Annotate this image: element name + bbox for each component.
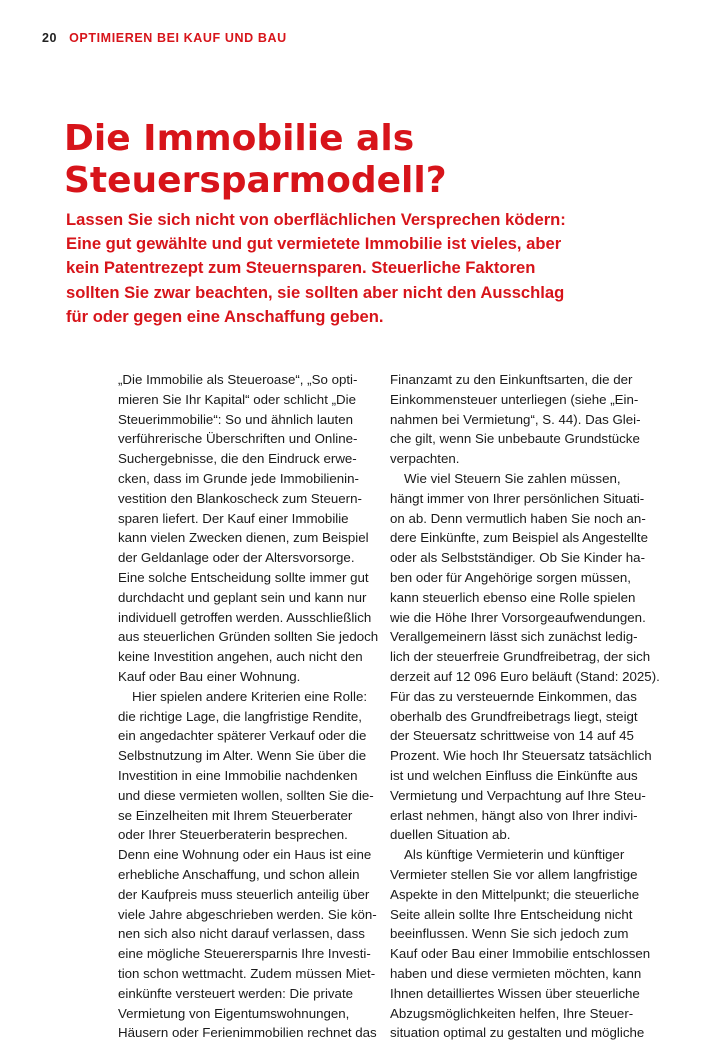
body-line: der Geldanlage oder der Altersvorsorge. <box>118 550 355 566</box>
body-line: verpachten. <box>390 451 460 467</box>
body-line: Aspekte in den Mittelpunkt; die steuerliche <box>390 886 640 902</box>
body-line: hängt immer von Ihrer persönlichen Situati- <box>390 490 645 506</box>
body-line: Denn eine Wohnung oder ein Haus ist eine <box>118 847 372 863</box>
body-line: cken, dass im Grunde jede Immobilienin- <box>118 470 359 486</box>
body-line: nahmen bei Vermietung“, S. 44). Das Glei- <box>390 411 641 427</box>
body-line: Hier spielen andere Kriterien eine Rolle: <box>132 688 368 704</box>
body-line: Einkommensteuer unterliegen (siehe „Ein- <box>390 391 639 407</box>
body-column-right <box>390 370 660 1043</box>
section-title: OPTIMIEREN BEI KAUF UND BAU <box>69 31 287 45</box>
intro-line: kein Patentrezept zum Steuernsparen. Steuerliche Faktoren <box>66 258 536 278</box>
body-line: nen sich also nicht darauf verlassen, dass <box>118 926 365 942</box>
body-line: Prozent. Wie hoch Ihr Steuersatz tatsächlich <box>390 748 652 764</box>
body-line: Kauf oder Bau einer Wohnung. <box>118 668 301 684</box>
body-line: Vermieter stellen Sie vor allem langfristige <box>390 866 638 882</box>
body-line: Abzugsmöglichkeiten helfen, Ihre Steuer- <box>390 1005 634 1021</box>
body-line: Vermietung und Verpachtung auf Ihre Steu- <box>390 787 646 803</box>
body-line: oberhalb des Grundfreibetrags liegt, steigt <box>390 708 638 724</box>
body-line: on ab. Denn vermutlich haben Sie noch an- <box>390 510 646 526</box>
body-line: eine mögliche Steuerersparnis Ihre Investi- <box>118 946 371 962</box>
body-line: Als künftige Vermieterin und künftiger <box>404 847 625 863</box>
running-head <box>42 31 287 45</box>
body-line: Für das zu versteuernde Einkommen, das <box>390 688 637 704</box>
intro-line: Eine gut gewählte und gut vermietete Immobilie ist vieles, aber <box>66 234 562 254</box>
body-line: „Die Immobilie als Steueroase“, „So opti- <box>118 372 358 387</box>
body-line: Seite allein sollte Ihre Entscheidung nicht <box>390 906 633 922</box>
body-line: oder als Selbstständiger. Ob Sie Kinder ha- <box>390 550 646 566</box>
body-line: oder Ihrer Steuerberaterin besprechen. <box>118 827 348 843</box>
body-line: Ihnen detailliertes Wissen über steuerliche <box>390 985 640 1001</box>
body-line: die richtige Lage, die langfristige Rendite, <box>118 708 362 724</box>
body-line: Steuerimmobilie“: So und ähnlich lauten <box>118 411 354 427</box>
body-line: dere Einkünfte, zum Beispiel als Angestellte <box>390 530 648 546</box>
body-line: Verallgemeinern lässt sich zunächst ledig- <box>390 629 638 645</box>
intro-line: Lassen Sie sich nicht von oberflächlichen Versprechen ködern: <box>66 210 566 229</box>
body-line: derzeit auf 12 096 Euro beläuft (Stand: 2025). <box>390 668 660 684</box>
body-line: Eine solche Entscheidung sollte immer gut <box>118 569 369 585</box>
body-line: Häusern oder Ferienimmobilien rechnet das <box>118 1025 377 1041</box>
body-line: situation optimal zu gestalten und mögliche <box>390 1025 645 1041</box>
body-line: tion schon wettmacht. Zudem müssen Miet- <box>118 965 376 981</box>
body-line: aus steuerlichen Gründen sollten Sie jedoch <box>118 629 379 645</box>
body-line: der Kaufpreis muss steuerlich anteilig über <box>118 886 370 902</box>
body-line: wie die Höhe Ihrer Vorsorgeaufwendungen. <box>390 609 646 625</box>
body-line: durchdacht und geplant sein und kann nur <box>118 589 367 605</box>
body-line: haben und diese vermieten möchten, kann <box>390 965 642 981</box>
body-line: erlast nehmen, hängt also von Ihrer indivi- <box>390 807 638 823</box>
body-line: Finanzamt zu den Einkunftsarten, die der <box>390 372 633 387</box>
body-line: kann vielen Zwecken dienen, zum Beispiel <box>118 530 369 546</box>
body-line: mieren Sie Ihr Kapital“ oder schlicht „Die <box>118 391 356 407</box>
body-line: Suchergebnisse, die den Eindruck erwe- <box>118 451 357 467</box>
title-line: Die Immobilie als <box>64 118 415 159</box>
body-line: vestition den Blankoscheck zum Steuern- <box>118 490 362 506</box>
title-line: Steuersparmodell? <box>64 160 447 201</box>
body-line: erhebliche Anschaffung, und schon allein <box>118 866 360 882</box>
body-line: Investition in eine Immobilie nachdenken <box>118 767 358 783</box>
body-line: und diese vermieten wollen, sollten Sie die- <box>118 787 374 803</box>
body-line: Wie viel Steuern Sie zahlen müssen, <box>404 470 621 486</box>
body-line: Kauf oder Bau einer Immobilie entschlossen <box>390 946 651 962</box>
body-line: viele Jahre abgeschrieben werden. Sie kön- <box>118 906 377 922</box>
body-line: se Einzelheiten mit Ihrem Steuerberater <box>118 807 353 823</box>
body-line: keine Investition angehen, auch nicht den <box>118 649 363 665</box>
body-line: ein angedachter späterer Verkauf oder die <box>118 728 367 744</box>
intro-line: sollten Sie zwar beachten, sie sollten aber nicht den Ausschlag <box>66 282 565 302</box>
body-column-left <box>118 370 379 1043</box>
body-line: beeinflussen. Wenn Sie sich jedoch zum <box>390 926 629 942</box>
intro-paragraph <box>66 208 676 329</box>
body-line: Selbstnutzung im Alter. Wenn Sie über die <box>118 748 367 764</box>
body-line: der Steuersatz schrittweise von 14 auf 45 <box>390 728 634 744</box>
body-line: ben oder für Angehörige sorgen müssen, <box>390 569 631 585</box>
body-line: che gilt, wenn Sie unbebaute Grundstücke <box>390 431 640 447</box>
body-line: verführerische Überschriften und Online- <box>118 431 358 447</box>
body-line: Vermietung von Eigentumswohnungen, <box>118 1005 350 1021</box>
body-line: lich der steuerfreie Grundfreibetrag, der sich <box>390 649 651 665</box>
page-title <box>64 118 684 202</box>
body-line: duellen Situation ab. <box>390 827 511 843</box>
page-number: 20 <box>42 31 58 45</box>
body-line: einkünfte versteuert werden: Die private <box>118 985 354 1001</box>
intro-line: für oder gegen eine Anschaffung geben. <box>66 306 384 326</box>
body-line: individuell getroffen werden. Ausschließlich <box>118 609 372 625</box>
body-line: ist und welchen Einfluss die Einkünfte aus <box>390 767 638 783</box>
body-line: sparen liefert. Der Kauf einer Immobilie <box>118 510 349 526</box>
body-line: kann steuerlich ebenso eine Rolle spielen <box>390 589 636 605</box>
